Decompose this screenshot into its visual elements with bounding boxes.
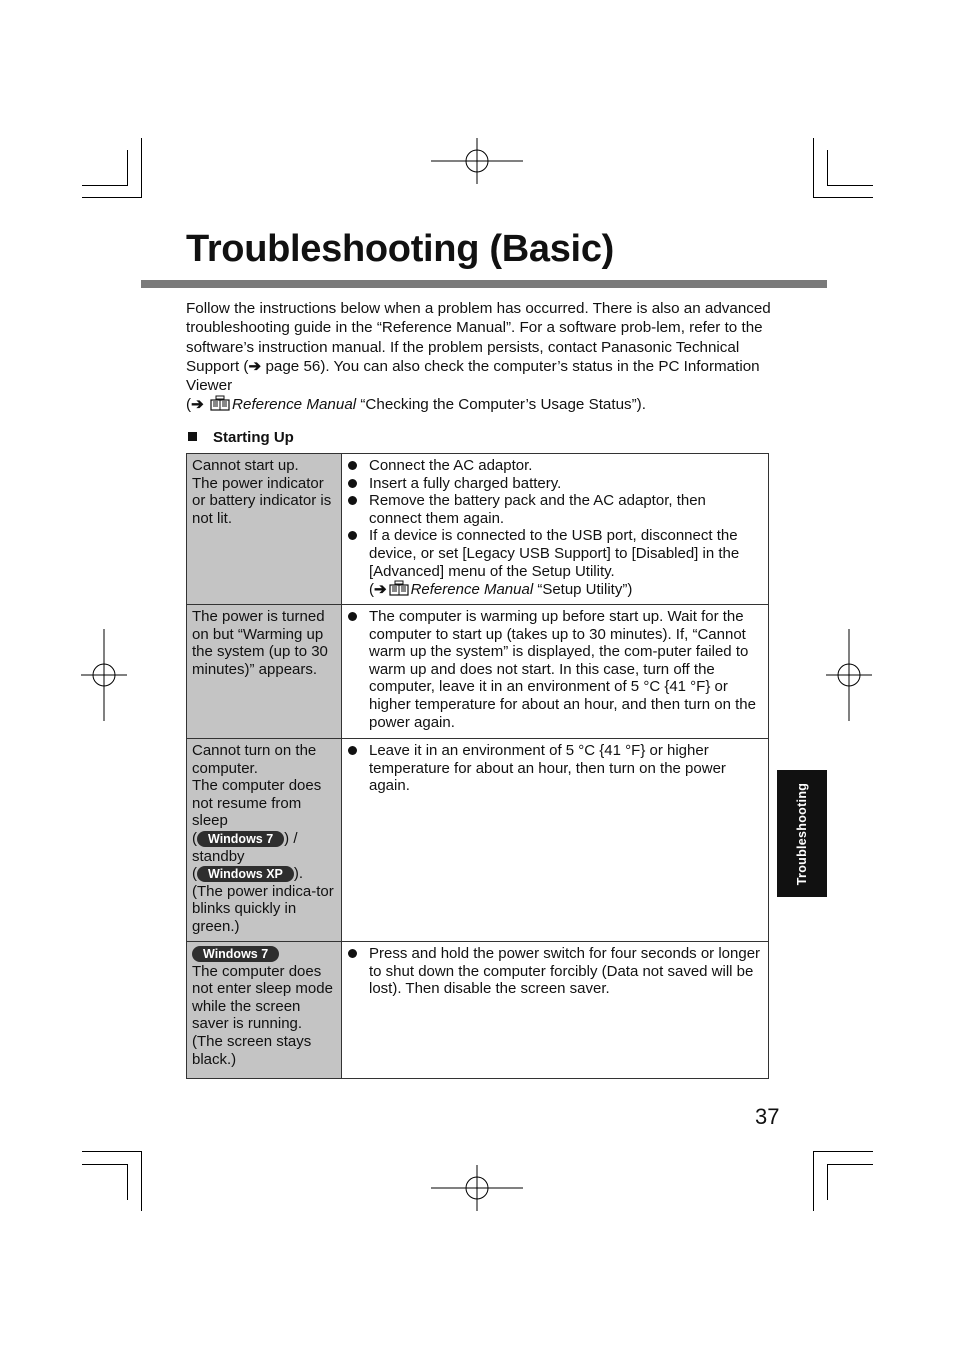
crop-mark bbox=[82, 185, 128, 186]
page-number: 37 bbox=[755, 1104, 780, 1129]
crop-mark bbox=[127, 1164, 128, 1200]
registration-mark-icon bbox=[431, 1165, 523, 1211]
crop-mark bbox=[127, 150, 128, 186]
windows-7-badge: Windows 7 bbox=[192, 946, 279, 962]
side-tab bbox=[777, 770, 827, 897]
crop-mark bbox=[141, 138, 142, 198]
solution-cell bbox=[342, 605, 769, 739]
table-row bbox=[187, 739, 769, 942]
title-rule bbox=[141, 280, 827, 288]
registration-mark-icon bbox=[431, 138, 523, 184]
crop-mark bbox=[813, 1151, 814, 1211]
crop-mark bbox=[141, 1151, 142, 1211]
reference-manual-icon bbox=[389, 580, 409, 596]
windows-7-badge: Windows 7 bbox=[197, 831, 284, 847]
crop-mark bbox=[827, 150, 828, 186]
intro-text: page 56). You can also check the computer’s status in the PC Information Viewer bbox=[186, 357, 760, 395]
arrow-right-icon: ➔ bbox=[248, 357, 262, 375]
crop-mark bbox=[813, 197, 873, 198]
reference-text: “Setup Utility”) bbox=[533, 581, 633, 599]
side-tab-label: Troubleshooting bbox=[795, 782, 809, 885]
crop-mark bbox=[827, 1164, 873, 1165]
list-item-text: If a device is connected to the USB port, disconnect the device, or set [Legacy USB Support] to [Disabled] in the [Advanced] menu of the Setup Utility. bbox=[369, 527, 740, 580]
crop-mark bbox=[82, 1164, 128, 1165]
problem-cell bbox=[187, 739, 342, 942]
crop-mark bbox=[813, 138, 814, 198]
section-heading bbox=[188, 429, 294, 446]
list-item bbox=[347, 527, 762, 598]
list-item: The computer is warming up before start up. Wait for the computer to start up (takes up to 30 minutes). If, “Cannot warm up the system” is displayed, the com-puter failed to warm up and does not start. In this case, turn off the computer, leave it in an environment of 5 °C {41 °F} or higher temperature for about an hour, and then turn on the power again. bbox=[347, 608, 762, 731]
windows-xp-badge: Windows XP bbox=[197, 866, 294, 882]
list-item: Remove the battery pack and the AC adaptor, then connect them again. bbox=[347, 492, 762, 527]
crop-mark bbox=[82, 1151, 142, 1152]
crop-mark bbox=[827, 185, 873, 186]
problem-cell bbox=[187, 605, 342, 739]
problem-text-part: ) / standby bbox=[192, 829, 298, 865]
intro-paragraph bbox=[186, 299, 776, 415]
solution-cell bbox=[342, 454, 769, 605]
section-heading-label: Starting Up bbox=[213, 429, 294, 446]
intro-text: Follow the instructions below when a problem has occurred. There is also an advanced troubleshooting guide in the “Reference Manual”. For a software prob-lem, refer to the software’s instruction manual. If the problem persists, contact Panasonic Technical Support ( bbox=[186, 300, 771, 375]
table-row bbox=[187, 942, 769, 1079]
crop-mark bbox=[827, 1164, 828, 1200]
reference-manual-icon bbox=[210, 395, 230, 411]
paren: ( bbox=[369, 581, 374, 599]
table-row bbox=[187, 605, 769, 739]
solution-cell bbox=[342, 942, 769, 1079]
problem-cell bbox=[187, 454, 342, 605]
problem-text-part: Cannot turn on the computer. The computer does not resume from sleep bbox=[192, 742, 322, 830]
reference-manual-link: Reference Manual bbox=[410, 581, 534, 599]
problem-cell bbox=[187, 942, 342, 1079]
reference-manual-link: Reference Manual bbox=[232, 396, 357, 414]
arrow-right-icon: ➔ bbox=[191, 396, 204, 414]
solution-cell bbox=[342, 739, 769, 942]
list-item: Connect the AC adaptor. bbox=[347, 457, 762, 475]
troubleshooting-table bbox=[186, 453, 769, 1079]
crop-mark bbox=[813, 1151, 873, 1152]
crop-mark bbox=[82, 197, 142, 198]
table-row bbox=[187, 454, 769, 605]
problem-text: The computer does not enter sleep mode while the screen saver is running. (The screen stays black.) bbox=[192, 962, 333, 1068]
list-item: Insert a fully charged battery. bbox=[347, 475, 762, 493]
list-item: Leave it in an environment of 5 °C {41 °F} or higher temperature for about an hour, then turn on the power again. bbox=[347, 742, 762, 795]
square-bullet-icon bbox=[188, 432, 197, 441]
problem-text: The power is turned on but “Warming up the system (up to 30 minutes)” appears. bbox=[192, 608, 328, 678]
paren: ( bbox=[186, 396, 192, 414]
list-item: Press and hold the power switch for four seconds or longer to shut down the computer forcibly (Data not saved will be lost). Then disable the screen saver. bbox=[347, 945, 762, 998]
problem-text-part: ). (The power indica-tor blinks quickly in green.) bbox=[192, 865, 334, 935]
problem-text: Cannot turn on the computer. The computer does not resume from sleep ( Windows 7 ) / standby ( Windows XP ). (The power indica-tor blinks quickly in green.) bbox=[192, 742, 334, 935]
registration-mark-icon bbox=[81, 629, 127, 721]
problem-text: Cannot start up. The power indicator or battery indicator is not lit. bbox=[192, 457, 332, 527]
intro-text: “Checking the Computer’s Usage Status”). bbox=[356, 396, 646, 414]
registration-mark-icon bbox=[826, 629, 872, 721]
arrow-right-icon: ➔ bbox=[374, 581, 387, 599]
page-title: Troubleshooting (Basic) bbox=[186, 228, 615, 270]
